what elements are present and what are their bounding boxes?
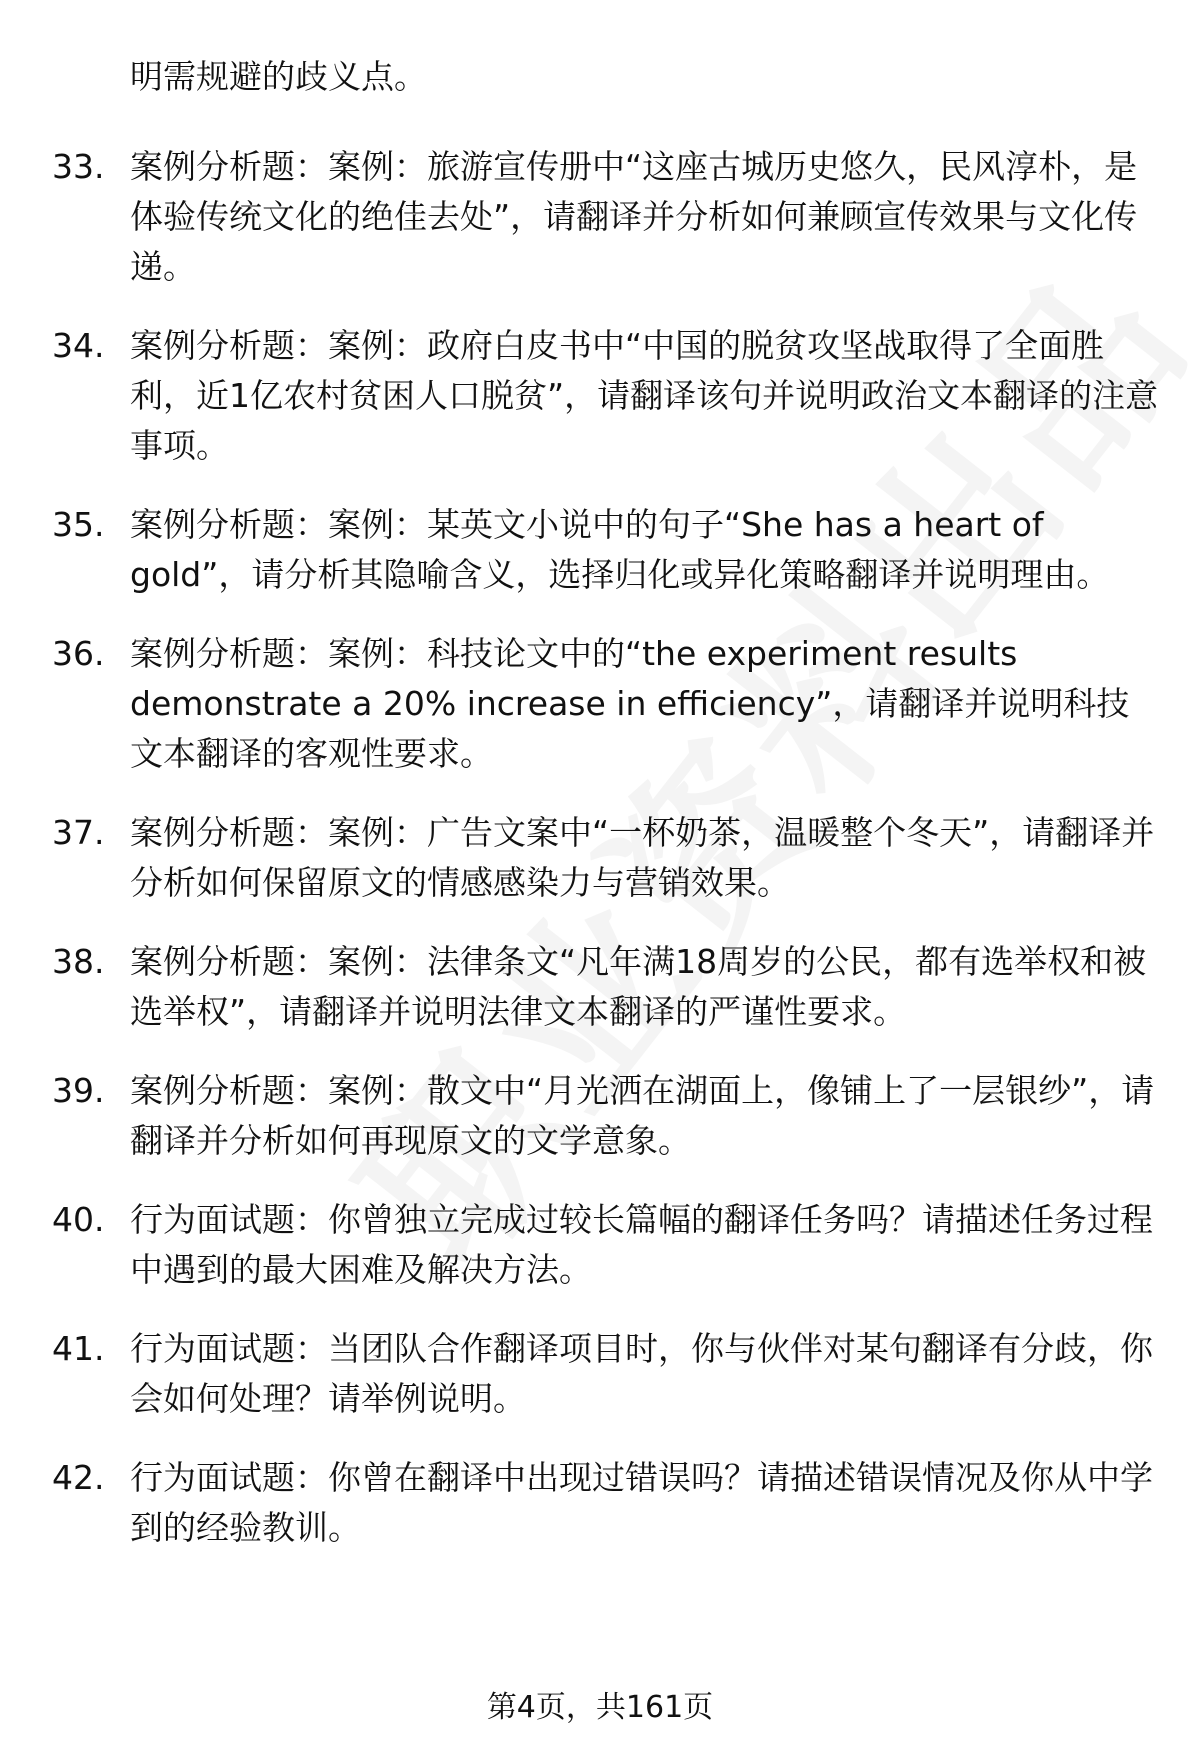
question-item [52,321,1162,471]
question-number: 34. [52,326,105,365]
question-number: 39. [52,1071,105,1110]
question-text: 案例分析题：案例：某英文小说中的句子“She has a heart of gold”，请分析其隐喻含义，选择归化或异化策略翻译并说明理由。 [130,505,1110,594]
question-number: 38. [52,942,105,981]
page-footer: 第4页，共161页 [486,1690,714,1725]
question-text: 案例分析题：案例：旅游宣传册中“这座古城历史悠久，民风淳朴，是体验传统文化的绝佳去处”，请翻译并分析如何兼顾宣传效果与文化传递。 [130,147,1138,286]
question-item [52,1195,1162,1295]
continuation-text: 明需规避的歧义点。 [130,57,427,96]
question-text: 案例分析题：案例：广告文案中“一杯奶茶，温暖整个冬天”，请翻译并分析如何保留原文的情感感染力与营销效果。 [130,813,1155,902]
question-item [52,142,1162,292]
question-number: 33. [52,147,105,186]
question-item [52,1066,1162,1166]
question-item [52,500,1162,600]
question-item [52,629,1162,779]
question-number: 42. [52,1458,105,1497]
question-number: 41. [52,1329,105,1368]
question-text: 行为面试题：你曾独立完成过较长篇幅的翻译任务吗？请描述任务过程中遇到的最大困难及解决方法。 [130,1200,1153,1289]
question-item [52,1453,1162,1553]
question-text: 案例分析题：案例：政府白皮书中“中国的脱贫攻坚战取得了全面胜利，近1亿农村贫困人口脱贫”，请翻译该句并说明政治文本翻译的注意事项。 [130,326,1159,465]
question-text: 行为面试题：当团队合作翻译项目时，你与伙伴对某句翻译有分歧，你会如何处理？请举例说明。 [130,1329,1153,1418]
question-list [52,142,1162,1582]
question-text: 案例分析题：案例：法律条文“凡年满18周岁的公民，都有选举权和被选举权”，请翻译并说明法律文本翻译的严谨性要求。 [130,942,1147,1031]
question-number: 37. [52,813,105,852]
question-item [52,1324,1162,1424]
question-number: 40. [52,1200,105,1239]
question-number: 36. [52,634,105,673]
question-text: 行为面试题：你曾在翻译中出现过错误吗？请描述错误情况及你从中学到的经验教训。 [130,1458,1153,1547]
question-text: 案例分析题：案例：科技论文中的“the experiment results demonstrate a 20% increase in efficiency”，请翻译并说明科技文本翻译的客观性要求。 [130,634,1130,773]
question-item [52,937,1162,1037]
question-text: 案例分析题：案例：散文中“月光洒在湖面上，像铺上了一层银纱”，请翻译并分析如何再现原文的文学意象。 [130,1071,1155,1160]
question-item [52,808,1162,908]
question-number: 35. [52,505,105,544]
